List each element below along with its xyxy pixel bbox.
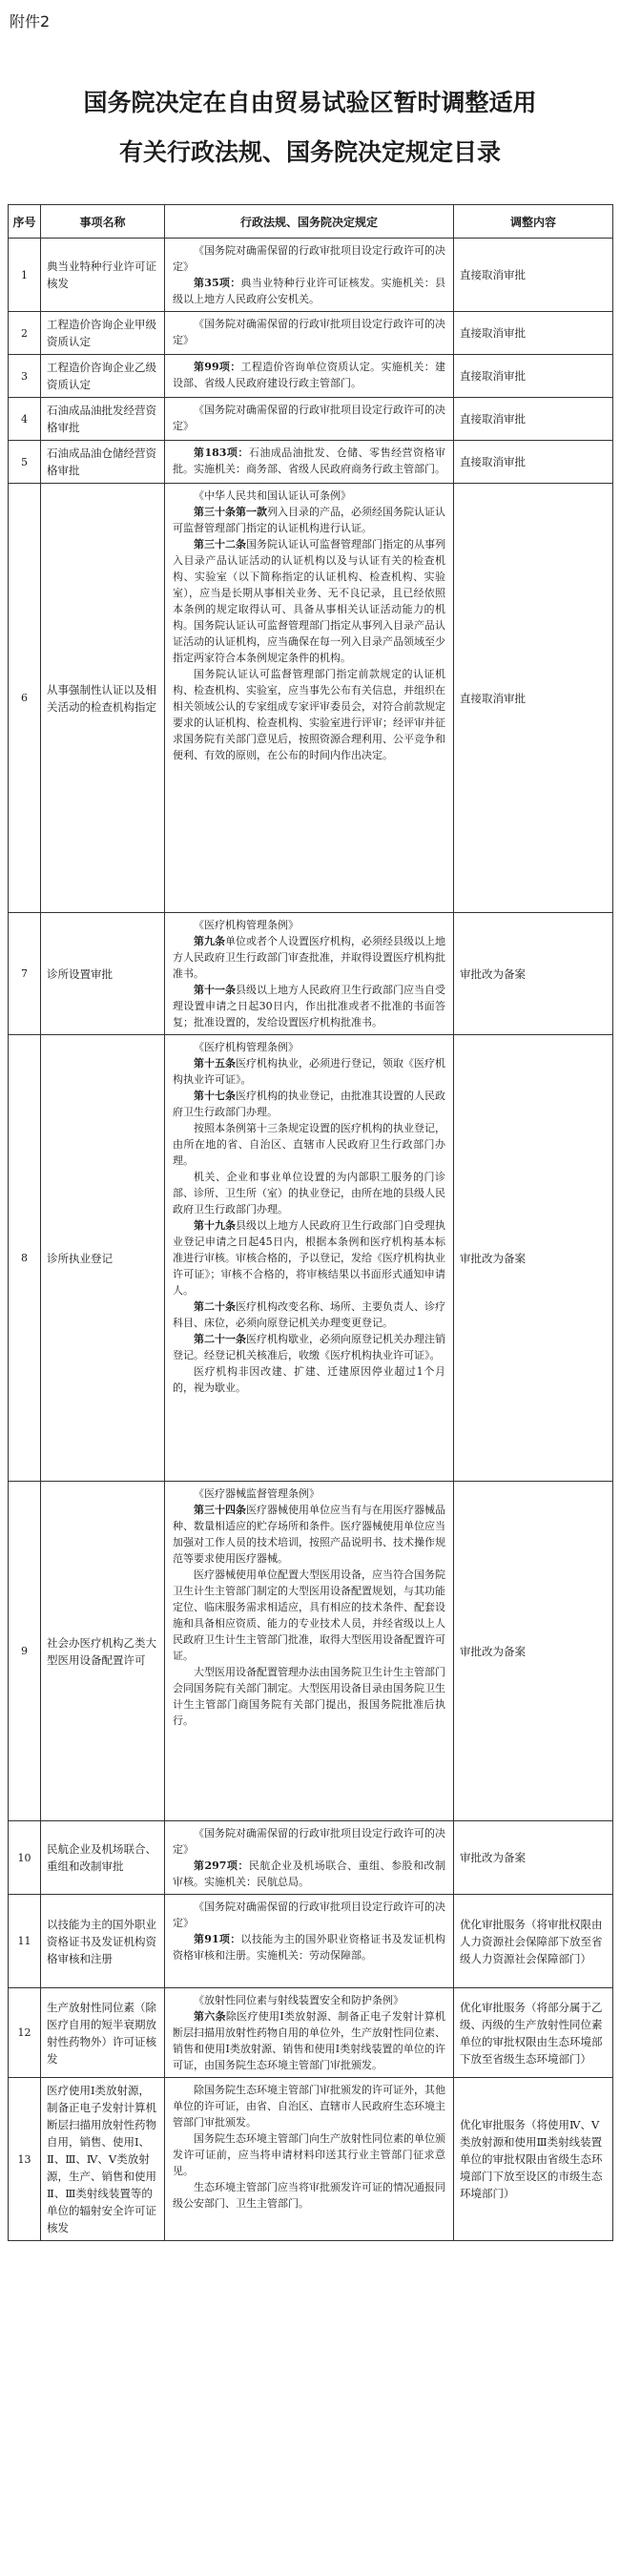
regulation-text: 除国务院生态环境主管部门审批颁发的许可证外，其他单位的许可证，由省、自治区、直辖市人民政府生态环境主管部门审批颁发。	[173, 2084, 445, 2129]
regulation-cell	[165, 913, 454, 1035]
regulation-text: 医疗机构改变名称、场所、主要负责人、诊疗科目、床位，必须向原登记机关办理变更登记。	[173, 1300, 445, 1329]
row-number: 6	[9, 484, 41, 913]
regulation-text: 《中华人民共和国认证认可条例》	[194, 489, 351, 502]
adjustment-content: 直接取消审批	[454, 441, 613, 484]
article-label: 第35项：	[194, 277, 241, 289]
article-label: 第十五条	[194, 1057, 236, 1070]
regulation-text: 县级以上地方人民政府卫生行政部门自受理执业登记申请之日起45日内，根据本条例和医疗机构基本标准进行审核。审核合格的，予以登记，发给《医疗机构执业许可证》；审核不合格的，将审核结果以书面形式通知申请人。	[173, 1219, 445, 1297]
adjustment-content: 直接取消审批	[454, 484, 613, 913]
table-header-row	[9, 205, 613, 239]
table-row	[9, 1035, 613, 1482]
regulation-cell	[165, 1821, 454, 1895]
row-number: 2	[9, 312, 41, 355]
adjustment-content: 审批改为备案	[454, 1821, 613, 1895]
regulation-text: 工程造价咨询单位资质认定。实施机关：建设部、省级人民政府建设行政主管部门。	[173, 361, 446, 389]
item-name: 生产放射性同位素（除医疗自用的短半衰期放射性药物外）许可证核发	[41, 1988, 165, 2078]
item-name: 典当业特种行业许可证核发	[41, 239, 165, 312]
article-label: 第六条	[194, 2010, 226, 2023]
regulation-text: 国务院认证认可监督管理部门指定的从事列入目录产品认证活动的认证机构以及与认证有关的检查机构、实验室（以下简称指定的认证机构、检查机构、实验室），应当是长期从事相关业务、无不良记录，且已经依照本条例的规定取得认可、具备从事相关认证活动能力的机构。国务院认证认可监督管理部门指定从事列入目录产品认证活动的认证机构，应当确保在每一列入目录产品领域至少指定两家符合本条例规定条件的机构。	[173, 538, 445, 664]
item-name: 石油成品油仓储经营资格审批	[41, 441, 165, 484]
regulation-text: 医疗器械使用单位应当有与在用医疗器械品种、数量相适应的贮存场所和条件。医疗器械使用单位应当加强对工作人员的技术培训，按照产品说明书、技术操作规范等要求使用医疗器械。	[173, 1504, 445, 1565]
article-label: 第二十一条	[194, 1333, 246, 1345]
regulation-cell	[165, 1482, 454, 1821]
regulation-text: 《医疗器械监督管理条例》	[194, 1487, 320, 1500]
regulation-paragraph	[173, 1363, 445, 1396]
table-row	[9, 2078, 613, 2241]
regulation-paragraph	[173, 2008, 445, 2073]
item-name: 社会办医疗机构乙类大型医用设备配置许可	[41, 1482, 165, 1821]
adjustment-content: 直接取消审批	[454, 312, 613, 355]
document-title-line-2: 有关行政法规、国务院决定规定目录	[118, 138, 501, 166]
regulation-text: 大型医用设备配置管理办法由国务院卫生计生主管部门会同国务院有关部门制定。大型医用设备目录由国务院卫生计生主管部门商国务院有关部门提出，报国务院批准后执行。	[173, 1666, 445, 1727]
regulation-paragraph	[173, 666, 445, 763]
regulation-paragraph	[173, 1825, 445, 1858]
regulation-paragraph	[173, 1331, 445, 1363]
item-name: 诊所执业登记	[41, 1035, 165, 1482]
item-name: 工程造价咨询企业乙级资质认定	[41, 355, 165, 398]
row-number: 13	[9, 2078, 41, 2241]
regulation-text: 《国务院对确需保留的行政审批项目设定行政许可的决定》	[173, 1901, 445, 1929]
regulation-text: 列入目录的产品，必须经国务院认证认可监督管理部门指定的认证机构进行认证。	[173, 506, 445, 534]
regulation-text: 除医疗使用Ⅰ类放射源、制备正电子发射计算机断层扫描用放射性药物自用的单位外，生产放射性同位素、销售和使用Ⅰ类放射源、销售和使用Ⅰ类射线装置的单位的许可证，由国务院生态环境主管部门审批颁发。	[173, 2010, 446, 2071]
table-row	[9, 398, 613, 441]
article-label: 第三十二条	[194, 538, 246, 551]
row-number: 12	[9, 1988, 41, 2078]
regulation-paragraph	[173, 982, 445, 1030]
table-row	[9, 1482, 613, 1821]
regulation-text: 医疗机构执业，必须进行登记，领取《医疗机构执业许可证》。	[173, 1057, 445, 1086]
regulation-text: 石油成品油批发、仓储、零售经营资格审批。实施机关：商务部、省级人民政府商务行政主管部门。	[173, 447, 445, 475]
regulation-paragraph	[173, 445, 445, 477]
regulation-cell	[165, 355, 454, 398]
regulation-paragraph	[173, 504, 445, 536]
regulation-paragraph	[173, 1992, 445, 2008]
row-number: 9	[9, 1482, 41, 1821]
row-number: 3	[9, 355, 41, 398]
table-row	[9, 484, 613, 913]
regulation-text: 《医疗机构管理条例》	[194, 919, 299, 931]
regulation-paragraph	[173, 917, 445, 933]
regulation-paragraph	[173, 1899, 445, 1931]
item-name: 从事强制性认证以及相关活动的检查机构指定	[41, 484, 165, 913]
regulation-text: 县级以上地方人民政府卫生行政部门应当自受理设置申请之日起30日内，作出批准或者不批准的书面答复；批准设置的，发给设置医疗机构批准书。	[173, 984, 445, 1028]
regulation-paragraph	[173, 933, 445, 982]
document-title-line-1: 国务院决定在自由贸易试验区暂时调整适用	[83, 89, 537, 116]
regulation-paragraph	[173, 488, 445, 504]
regulation-text: 医疗机构歇业，必须向原登记机关办理注销登记。经登记机关核准后，收缴《医疗机构执业许可证》。	[173, 1333, 445, 1361]
catalog-table	[8, 204, 613, 2241]
article-label: 第二十条	[194, 1300, 236, 1313]
article-label: 第三十条第一款	[194, 506, 267, 518]
item-name: 民航企业及机场联合、重组和改制审批	[41, 1821, 165, 1895]
regulation-cell	[165, 312, 454, 355]
table-body	[9, 239, 613, 2241]
table-row	[9, 913, 613, 1035]
regulation-paragraph	[173, 1485, 445, 1502]
regulation-text: 民航企业及机场联合、重组、参股和改制审核。实施机关：民航总局。	[173, 1859, 445, 1888]
regulation-text: 医疗机构的执业登记，由批准其设置的人民政府卫生行政部门办理。	[173, 1090, 445, 1118]
regulation-text: 医疗器械使用单位配置大型医用设备，应当符合国务院卫生计生主管部门制定的大型医用设备配置规划，与其功能定位、临床服务需求相适应，具有相应的技术条件、配套设施和具备相应资质、能力的专业技术人员，并经省级以上人民政府卫生计生主管部门批准，取得大型医用设备配置许可证。	[173, 1568, 445, 1662]
adjustment-content: 直接取消审批	[454, 355, 613, 398]
regulation-text: 《国务院对确需保留的行政审批项目设定行政许可的决定》	[173, 404, 445, 432]
header-regulation: 行政法规、国务院决定规定	[165, 205, 454, 239]
regulation-paragraph	[173, 316, 445, 348]
row-number: 10	[9, 1821, 41, 1895]
regulation-paragraph	[173, 2082, 445, 2130]
adjustment-content: 直接取消审批	[454, 239, 613, 312]
regulation-paragraph	[173, 1298, 445, 1331]
table-row	[9, 312, 613, 355]
regulation-text: 《放射性同位素与射线装置安全和防护条例》	[194, 1994, 403, 2006]
regulation-text: 国务院生态环境主管部门向生产放射性同位素的单位颁发许可证前，应当将申请材料印送其行业主管部门征求意见。	[173, 2132, 445, 2177]
regulation-paragraph	[173, 1217, 445, 1298]
regulation-cell	[165, 1988, 454, 2078]
adjustment-content: 优化审批服务（将部分属于乙级、丙级的生产放射性同位素单位的审批权限由生态环境部下放至省级生态环境部门）	[454, 1988, 613, 2078]
regulation-cell	[165, 1035, 454, 1482]
regulation-text: 《国务院对确需保留的行政审批项目设定行政许可的决定》	[173, 244, 445, 273]
regulation-text: 以技能为主的国外职业资格证书及发证机构资格审核和注册。实施机关：劳动保障部。	[173, 1933, 446, 1962]
regulation-cell	[165, 239, 454, 312]
regulation-paragraph	[173, 242, 445, 275]
item-name: 医疗使用Ⅰ类放射源，制备正电子发射计算机断层扫描用放射性药物自用，销售、使用Ⅰ、Ⅱ、Ⅲ、Ⅳ、Ⅴ类放射源，生产、销售和使用Ⅱ、Ⅲ类射线装置等的单位的辐射安全许可证核发	[41, 2078, 165, 2241]
item-name: 诊所设置审批	[41, 913, 165, 1035]
regulation-cell	[165, 2078, 454, 2241]
table-row	[9, 1895, 613, 1988]
attachment-label: 附件2	[10, 12, 51, 31]
article-label: 第十九条	[194, 1219, 236, 1232]
article-label: 第十七条	[194, 1090, 236, 1102]
table-row	[9, 239, 613, 312]
row-number: 7	[9, 913, 41, 1035]
regulation-paragraph	[173, 2130, 445, 2179]
regulation-paragraph	[173, 2179, 445, 2212]
regulation-paragraph	[173, 1039, 445, 1055]
table-row	[9, 441, 613, 484]
regulation-cell	[165, 441, 454, 484]
regulation-text: 生态环境主管部门应当将审批颁发许可证的情况通报同级公安部门、卫生主管部门。	[173, 2181, 445, 2210]
regulation-paragraph	[173, 1567, 445, 1664]
regulation-text: 机关、企业和事业单位设置的为内部职工服务的门诊部、诊所、卫生所（室）的执业登记，由所在地的县级人民政府卫生行政部门办理。	[173, 1171, 445, 1215]
regulation-paragraph	[173, 1931, 445, 1963]
regulation-paragraph	[173, 1858, 445, 1890]
regulation-text: 国务院认证认可监督管理部门指定前款规定的认证机构、检查机构、实验室，应当事先公布有关信息，并组织在相关领域公认的专家组成专家评审委员会，对符合前款规定要求的认证机构、检查机构、实验室进行评审；经评审并征求国务院有关部门意见后，按照资源合理利用、公平竞争和便利、有效的原则，在公布的时间内作出决定。	[173, 668, 445, 761]
adjustment-content: 审批改为备案	[454, 913, 613, 1035]
table-row	[9, 1988, 613, 2078]
article-label: 第183项：	[194, 447, 249, 459]
regulation-paragraph	[173, 1664, 445, 1729]
header-number: 序号	[9, 205, 41, 239]
article-label: 第91项：	[194, 1933, 241, 1945]
article-label: 第297项：	[194, 1859, 249, 1872]
adjustment-content: 直接取消审批	[454, 398, 613, 441]
row-number: 8	[9, 1035, 41, 1482]
row-number: 1	[9, 239, 41, 312]
regulation-text: 按照本条例第十三条规定设置的医疗机构的执业登记，由所在地的省、自治区、直辖市人民政府卫生行政部门办理。	[173, 1122, 445, 1167]
regulation-paragraph	[173, 536, 445, 666]
article-label: 第99项：	[194, 361, 241, 373]
adjustment-content: 优化审批服务（将使用Ⅳ、Ⅴ类放射源和使用Ⅲ类射线装置单位的审批权限由省级生态环境部门下放至设区的市级生态环境部门）	[454, 2078, 613, 2241]
regulation-cell	[165, 1895, 454, 1988]
header-adjustment: 调整内容	[454, 205, 613, 239]
item-name: 石油成品油批发经营资格审批	[41, 398, 165, 441]
regulation-text: 《国务院对确需保留的行政审批项目设定行政许可的决定》	[173, 1827, 445, 1856]
table-row	[9, 1821, 613, 1895]
regulation-paragraph	[173, 1502, 445, 1567]
regulation-text: 单位或者个人设置医疗机构，必须经县级以上地方人民政府卫生行政部门审查批准，并取得设置医疗机构批准书。	[173, 935, 445, 980]
adjustment-content: 优化审批服务（将审批权限由人力资源社会保障部下放至省级人力资源社会保障部门）	[454, 1895, 613, 1988]
regulation-paragraph	[173, 1120, 445, 1169]
regulation-paragraph	[173, 275, 445, 307]
regulation-text: 典当业特种行业许可证核发。实施机关：县级以上地方人民政府公安机关。	[173, 277, 446, 305]
adjustment-content: 审批改为备案	[454, 1482, 613, 1821]
article-label: 第十一条	[194, 984, 236, 996]
regulation-paragraph	[173, 359, 445, 391]
table-row	[9, 355, 613, 398]
row-number: 4	[9, 398, 41, 441]
regulation-cell	[165, 398, 454, 441]
item-name: 工程造价咨询企业甲级资质认定	[41, 312, 165, 355]
article-label: 第九条	[194, 935, 225, 947]
regulation-text: 《国务院对确需保留的行政审批项目设定行政许可的决定》	[173, 318, 445, 346]
header-item-name: 事项名称	[41, 205, 165, 239]
item-name: 以技能为主的国外职业资格证书及发证机构资格审核和注册	[41, 1895, 165, 1988]
regulation-paragraph	[173, 402, 445, 434]
regulation-paragraph	[173, 1088, 445, 1120]
regulation-text: 医疗机构非因改建、扩建、迁建原因停业超过1个月的，视为歇业。	[173, 1365, 445, 1394]
article-label: 第三十四条	[194, 1504, 246, 1516]
regulation-paragraph	[173, 1169, 445, 1217]
regulation-cell	[165, 484, 454, 913]
regulation-paragraph	[173, 1055, 445, 1088]
adjustment-content: 审批改为备案	[454, 1035, 613, 1482]
regulation-text: 《医疗机构管理条例》	[194, 1041, 299, 1053]
row-number: 5	[9, 441, 41, 484]
row-number: 11	[9, 1895, 41, 1988]
